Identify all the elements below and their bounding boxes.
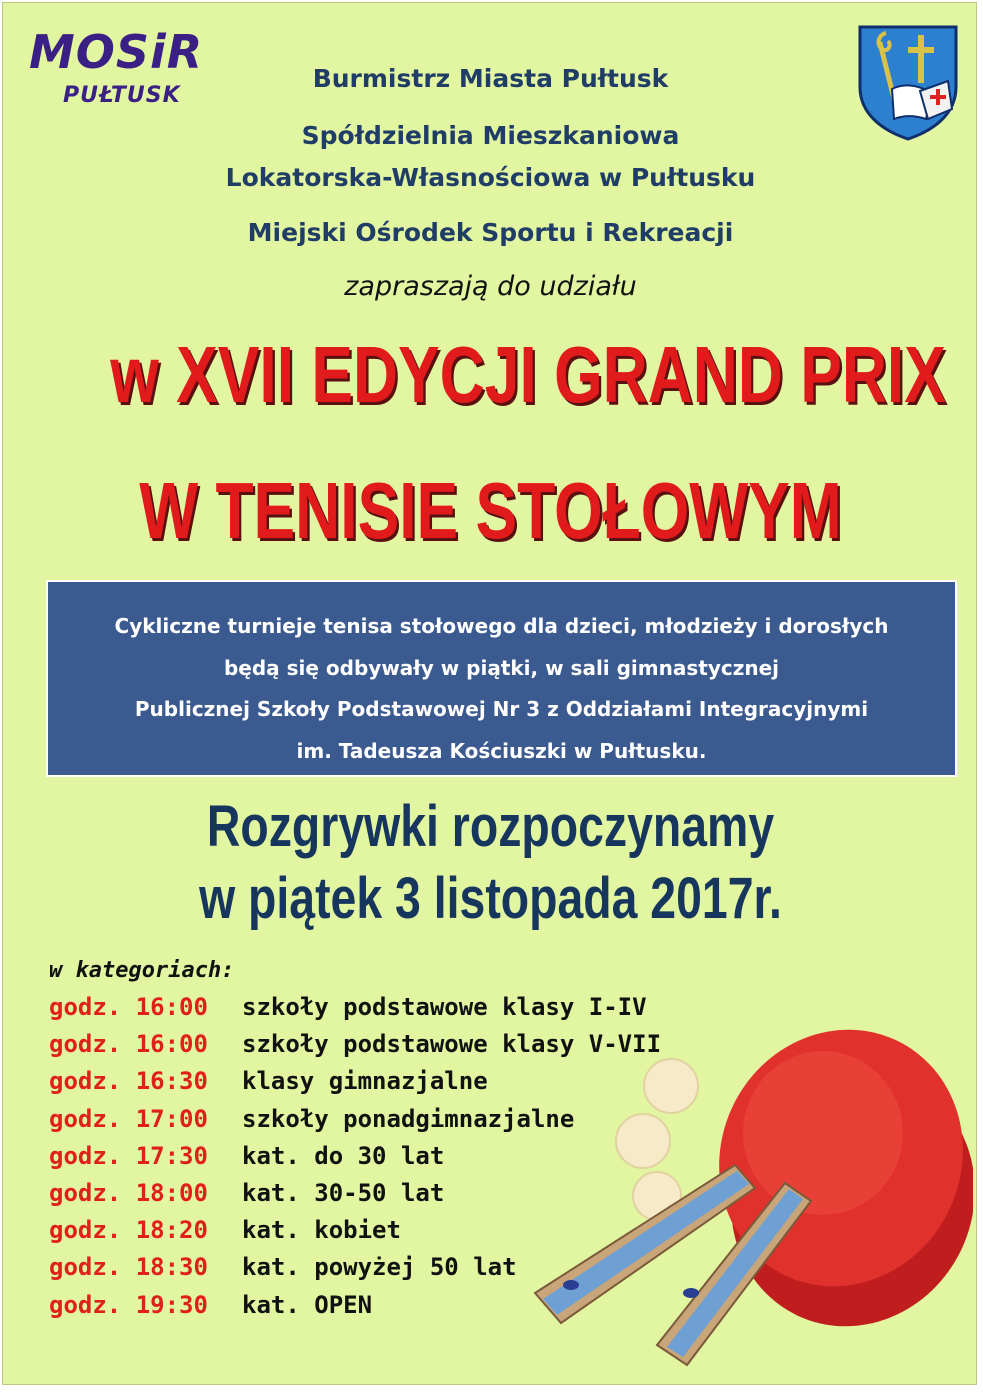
schedule-time: godz. 18:00: [49, 1178, 208, 1207]
schedule-item: [49, 1142, 661, 1179]
invite-text: zapraszają do udziału: [344, 271, 637, 302]
organizer-cooperative: Spółdzielnia Mieszkaniowa: [301, 121, 680, 150]
schedule-time: godz. 19:30: [49, 1290, 208, 1319]
schedule-label: kat. OPEN: [242, 1290, 373, 1319]
schedule-label: kat. kobiet: [242, 1216, 401, 1245]
schedule-item: [49, 993, 661, 1030]
organizer-sport-center: Miejski Ośrodek Sportu i Rekreacji: [247, 218, 734, 247]
schedule-label: szkoły ponadgimnazjalne: [242, 1104, 575, 1133]
organizer-cooperative-name: Lokatorska-Własnościowa w Pułtusku: [225, 163, 756, 192]
schedule-label: szkoły podstawowe klasy I-IV: [242, 993, 647, 1021]
schedule-label: kat. powyżej 50 lat: [242, 1253, 517, 1282]
schedule-time: godz. 16:00: [49, 993, 208, 1021]
schedule-item: [49, 1030, 661, 1067]
schedule-time: godz. 16:00: [49, 1030, 208, 1059]
schedule-label: szkoły podstawowe klasy V-VII: [242, 1030, 662, 1059]
schedule-list: [49, 993, 661, 1328]
schedule-time: godz. 18:20: [49, 1216, 208, 1245]
event-title-line2: W TENISIE STOŁOWYM: [139, 466, 842, 555]
info-line: im. Tadeusza Kościuszki w Pułtusku.: [296, 738, 707, 763]
start-line1: Rozgrywki rozpoczynamy: [206, 794, 775, 859]
schedule-item: [49, 1179, 661, 1216]
schedule-item: [49, 1067, 661, 1104]
schedule-time: godz. 17:00: [49, 1104, 208, 1133]
schedule-time: godz. 17:30: [49, 1141, 208, 1170]
event-title-line1: w XVII EDYCJI GRAND PRIX: [110, 330, 946, 419]
schedule-time: godz. 18:30: [49, 1253, 208, 1282]
categories-heading: w kategoriach:: [49, 958, 235, 983]
logo-brand: MOSiR: [29, 25, 204, 79]
schedule-item: [49, 1216, 661, 1253]
info-line: Publicznej Szkoły Podstawowej Nr 3 z Oddziałami Integracyjnymi: [134, 697, 869, 721]
schedule-time: godz. 16:30: [49, 1067, 208, 1096]
info-line: będą się odbywały w piątki, w sali gimnastycznej: [223, 655, 780, 680]
logo-city: PUŁTUSK: [63, 83, 181, 108]
organizer-mayor: Burmistrz Miasta Pułtusk: [312, 64, 669, 93]
info-box: [46, 580, 957, 777]
info-line: Cykliczne turnieje tenisa stołowego dla dzieci, młodzieży i dorosłych: [114, 614, 889, 638]
schedule-label: klasy gimnazjalne: [242, 1067, 488, 1096]
schedule-label: kat. 30-50 lat: [242, 1178, 445, 1207]
schedule-item: [49, 1291, 661, 1328]
poster: [2, 2, 977, 1385]
start-line2: w piątek 3 listopada 2017r.: [199, 866, 782, 931]
schedule-item: [49, 1253, 661, 1290]
schedule-label: kat. do 30 lat: [242, 1141, 445, 1170]
schedule-item: [49, 1105, 661, 1142]
